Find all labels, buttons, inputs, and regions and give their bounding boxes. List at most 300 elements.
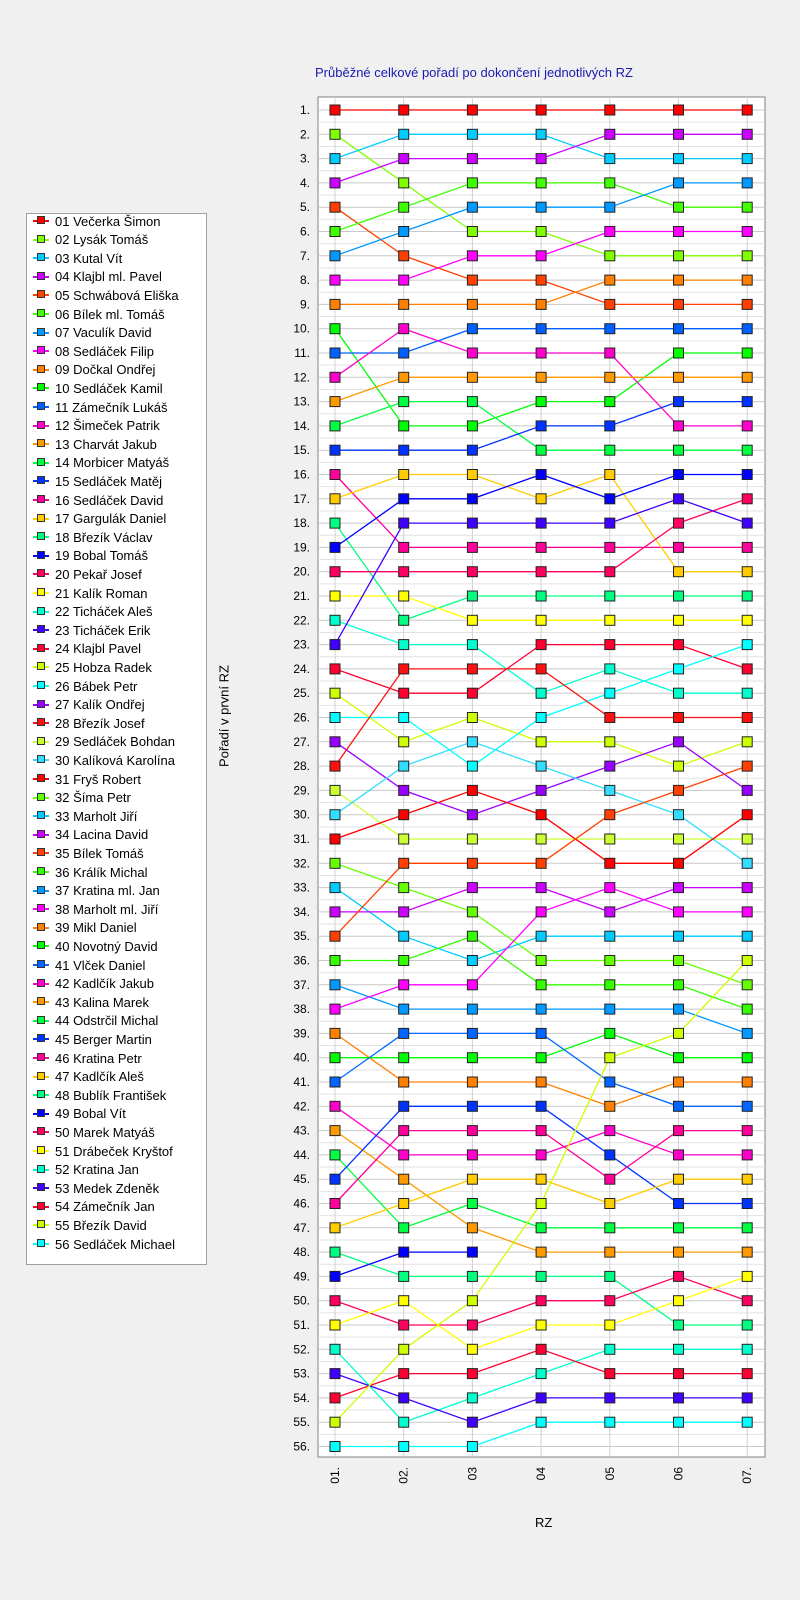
series-point-25 xyxy=(536,737,546,747)
legend-label: 50 Marek Matyáš xyxy=(55,1124,155,1140)
series-point-45 xyxy=(399,1101,409,1111)
legend-item xyxy=(33,826,148,844)
series-point-10 xyxy=(536,397,546,407)
legend-label: 21 Kalík Roman xyxy=(55,585,148,601)
legend-label: 05 Schwábová Eliška xyxy=(55,287,179,303)
series-point-20 xyxy=(742,494,752,504)
series-point-56 xyxy=(605,1417,615,1427)
series-point-42 xyxy=(742,1150,752,1160)
series-point-30 xyxy=(674,810,684,820)
legend-label: 38 Marholt ml. Jiří xyxy=(55,901,159,917)
legend-label: 54 Zámečník Jan xyxy=(55,1199,155,1215)
series-point-56 xyxy=(536,1417,546,1427)
series-point-18 xyxy=(399,615,409,625)
series-point-47 xyxy=(330,1223,340,1233)
series-point-6 xyxy=(605,178,615,188)
series-point-16 xyxy=(742,542,752,552)
x-tick-label: 01. xyxy=(328,1467,342,1484)
series-point-34 xyxy=(330,907,340,917)
series-point-20 xyxy=(605,567,615,577)
series-point-15 xyxy=(467,445,477,455)
series-point-4 xyxy=(536,154,546,164)
legend-label: 23 Ticháček Erik xyxy=(55,622,151,638)
series-point-50 xyxy=(330,1296,340,1306)
legend-swatch xyxy=(33,1001,49,1003)
series-point-41 xyxy=(399,1028,409,1038)
series-point-14 xyxy=(399,397,409,407)
legend-item xyxy=(33,379,163,397)
series-point-3 xyxy=(330,154,340,164)
legend-swatch xyxy=(33,722,49,724)
series-point-6 xyxy=(536,178,546,188)
series-point-19 xyxy=(399,494,409,504)
series-point-11 xyxy=(536,324,546,334)
legend-item xyxy=(33,1179,159,1197)
series-point-11 xyxy=(330,348,340,358)
legend-swatch xyxy=(33,1131,49,1133)
series-point-26 xyxy=(674,664,684,674)
y-tick-label: 32. xyxy=(293,856,310,871)
y-tick-label: 33. xyxy=(293,880,310,895)
series-point-29 xyxy=(399,834,409,844)
legend-item xyxy=(33,863,147,881)
series-point-54 xyxy=(605,1369,615,1379)
legend-swatch xyxy=(33,1094,49,1096)
series-point-31 xyxy=(536,810,546,820)
legend-swatch xyxy=(33,499,49,501)
series-point-45 xyxy=(674,1199,684,1209)
series-point-27 xyxy=(467,810,477,820)
series-point-13 xyxy=(674,372,684,382)
series-point-4 xyxy=(330,178,340,188)
series-point-17 xyxy=(674,567,684,577)
legend-label: 02 Lysák Tomáš xyxy=(55,232,149,248)
legend-item xyxy=(33,807,137,825)
series-point-3 xyxy=(605,154,615,164)
series-point-8 xyxy=(467,251,477,261)
series-point-35 xyxy=(605,810,615,820)
x-tick-label: 04 xyxy=(534,1467,549,1481)
legend-swatch xyxy=(33,462,49,464)
legend-swatch xyxy=(33,1169,49,1171)
legend-label: 31 Fryš Robert xyxy=(55,771,141,787)
series-point-22 xyxy=(674,688,684,698)
y-tick-label: 41. xyxy=(293,1075,310,1089)
legend-label: 56 Sedláček Michael xyxy=(55,1236,175,1252)
legend-item xyxy=(33,1235,175,1253)
y-tick-label: 36. xyxy=(293,953,310,968)
legend-swatch xyxy=(33,759,49,761)
legend-item xyxy=(33,417,160,435)
series-point-48 xyxy=(536,1271,546,1281)
series-point-9 xyxy=(399,299,409,309)
series-point-1 xyxy=(467,105,477,115)
legend-label: 17 Gargulák Daniel xyxy=(55,511,167,527)
y-tick-label: 31. xyxy=(293,832,310,846)
series-point-16 xyxy=(467,542,477,552)
legend-swatch xyxy=(33,592,49,594)
legend-item xyxy=(33,1161,139,1179)
series-point-22 xyxy=(399,640,409,650)
series-point-6 xyxy=(674,202,684,212)
series-point-53 xyxy=(399,1393,409,1403)
y-tick-label: 2. xyxy=(299,127,310,142)
legend-item xyxy=(33,1012,158,1030)
y-tick-label: 46. xyxy=(293,1196,310,1211)
series-point-36 xyxy=(399,956,409,966)
series-point-38 xyxy=(605,883,615,893)
series-point-37 xyxy=(467,1004,477,1014)
series-point-12 xyxy=(674,421,684,431)
legend-label: 06 Bílek ml. Tomáš xyxy=(55,306,165,322)
series-point-16 xyxy=(536,542,546,552)
series-point-46 xyxy=(674,1126,684,1136)
series-point-8 xyxy=(330,275,340,285)
legend-swatch xyxy=(33,220,49,222)
series-point-15 xyxy=(399,445,409,455)
legend-label: 44 Odstrčil Michal xyxy=(55,1013,159,1029)
legend-item xyxy=(33,342,154,360)
series-point-12 xyxy=(467,348,477,358)
legend-label: 33 Marholt Jiří xyxy=(55,808,138,824)
legend-label: 36 Králík Michal xyxy=(55,864,148,880)
series-point-13 xyxy=(605,372,615,382)
y-tick-label: 48. xyxy=(293,1245,310,1260)
series-point-11 xyxy=(742,324,752,334)
series-point-7 xyxy=(605,202,615,212)
series-point-9 xyxy=(742,275,752,285)
series-point-44 xyxy=(605,1223,615,1233)
legend-label: 49 Bobal Vít xyxy=(55,1106,126,1122)
series-point-35 xyxy=(467,858,477,868)
legend-swatch xyxy=(33,1224,49,1226)
series-point-3 xyxy=(674,154,684,164)
series-point-24 xyxy=(742,664,752,674)
series-point-8 xyxy=(742,227,752,237)
series-point-41 xyxy=(536,1028,546,1038)
series-point-51 xyxy=(605,1320,615,1330)
series-point-33 xyxy=(467,956,477,966)
series-point-56 xyxy=(674,1417,684,1427)
series-point-43 xyxy=(536,1247,546,1257)
series-point-37 xyxy=(330,980,340,990)
series-point-40 xyxy=(467,1053,477,1063)
series-point-25 xyxy=(399,737,409,747)
legend-label: 09 Dočkal Ondřej xyxy=(55,362,156,378)
series-point-33 xyxy=(536,931,546,941)
series-point-3 xyxy=(467,129,477,139)
legend-swatch xyxy=(33,257,49,259)
series-point-11 xyxy=(467,324,477,334)
legend-swatch xyxy=(33,852,49,854)
legend-swatch xyxy=(33,332,49,334)
series-point-30 xyxy=(330,810,340,820)
y-tick-label: 9. xyxy=(299,297,310,312)
legend-item xyxy=(33,844,144,862)
series-point-40 xyxy=(399,1053,409,1063)
legend-item xyxy=(33,286,179,304)
legend-item xyxy=(33,249,122,267)
series-point-24 xyxy=(605,640,615,650)
legend-swatch xyxy=(33,1187,49,1189)
legend-label: 35 Bílek Tomáš xyxy=(55,845,144,861)
x-axis-label: RZ xyxy=(535,1515,553,1530)
legend-swatch xyxy=(33,1150,49,1152)
legend-label: 55 Březík David xyxy=(55,1217,147,1233)
series-point-37 xyxy=(605,1004,615,1014)
series-point-40 xyxy=(330,1053,340,1063)
series-point-3 xyxy=(536,129,546,139)
series-point-41 xyxy=(330,1077,340,1087)
y-tick-label: 15. xyxy=(293,443,310,458)
series-point-49 xyxy=(399,1247,409,1257)
legend-swatch xyxy=(33,685,49,687)
series-point-4 xyxy=(605,129,615,139)
series-point-53 xyxy=(536,1393,546,1403)
series-point-6 xyxy=(330,227,340,237)
series-point-51 xyxy=(467,1344,477,1354)
legend-item xyxy=(33,584,148,602)
series-point-32 xyxy=(674,956,684,966)
series-point-55 xyxy=(674,1028,684,1038)
legend-swatch xyxy=(33,741,49,743)
series-point-28 xyxy=(674,713,684,723)
series-point-53 xyxy=(674,1393,684,1403)
legend-label: 37 Kratina ml. Jan xyxy=(55,883,160,899)
series-point-14 xyxy=(605,445,615,455)
series-point-54 xyxy=(467,1369,477,1379)
series-point-34 xyxy=(742,883,752,893)
series-point-5 xyxy=(536,275,546,285)
legend-item xyxy=(33,993,149,1011)
legend-swatch xyxy=(33,1206,49,1208)
series-point-26 xyxy=(536,713,546,723)
legend-item xyxy=(33,361,155,379)
series-point-43 xyxy=(674,1247,684,1257)
series-point-2 xyxy=(536,227,546,237)
series-point-7 xyxy=(742,178,752,188)
series-point-2 xyxy=(330,129,340,139)
series-point-13 xyxy=(330,397,340,407)
series-point-21 xyxy=(742,615,752,625)
series-point-36 xyxy=(536,980,546,990)
legend-label: 13 Charvát Jakub xyxy=(55,436,157,452)
series-point-40 xyxy=(536,1053,546,1063)
series-point-37 xyxy=(742,1028,752,1038)
series-point-38 xyxy=(399,980,409,990)
series-point-39 xyxy=(536,1077,546,1087)
series-point-32 xyxy=(536,956,546,966)
legend-item xyxy=(33,1068,144,1086)
series-point-31 xyxy=(399,810,409,820)
y-axis-label: Pořadí v první RZ xyxy=(216,665,232,767)
series-point-24 xyxy=(467,688,477,698)
series-point-33 xyxy=(605,931,615,941)
series-point-15 xyxy=(674,397,684,407)
legend-swatch xyxy=(33,964,49,966)
series-point-21 xyxy=(536,615,546,625)
series-point-21 xyxy=(674,615,684,625)
series-point-39 xyxy=(742,1077,752,1087)
series-point-25 xyxy=(674,761,684,771)
series-point-38 xyxy=(674,907,684,917)
series-point-56 xyxy=(399,1442,409,1452)
series-point-19 xyxy=(536,470,546,480)
series-point-23 xyxy=(674,494,684,504)
legend-item xyxy=(33,956,145,974)
series-point-44 xyxy=(330,1150,340,1160)
series-point-44 xyxy=(536,1223,546,1233)
series-point-56 xyxy=(742,1417,752,1427)
y-tick-label: 29. xyxy=(293,783,310,798)
series-point-50 xyxy=(399,1320,409,1330)
series-point-41 xyxy=(742,1101,752,1111)
series-point-55 xyxy=(536,1199,546,1209)
series-point-47 xyxy=(674,1174,684,1184)
series-point-52 xyxy=(742,1344,752,1354)
series-point-9 xyxy=(674,275,684,285)
series-point-18 xyxy=(605,591,615,601)
series-point-29 xyxy=(330,785,340,795)
legend-label: 53 Medek Zdeněk xyxy=(55,1180,160,1196)
series-point-51 xyxy=(330,1320,340,1330)
y-tick-label: 50. xyxy=(293,1293,310,1308)
series-point-24 xyxy=(536,640,546,650)
series-point-15 xyxy=(742,397,752,407)
series-point-54 xyxy=(674,1369,684,1379)
series-point-19 xyxy=(742,470,752,480)
series-point-42 xyxy=(536,1150,546,1160)
series-point-47 xyxy=(399,1199,409,1209)
legend-label: 12 Šimeček Patrik xyxy=(55,418,160,434)
series-point-20 xyxy=(330,567,340,577)
legend-swatch xyxy=(33,1057,49,1059)
series-point-22 xyxy=(330,615,340,625)
series-point-15 xyxy=(536,421,546,431)
y-tick-label: 55. xyxy=(293,1415,310,1430)
series-point-5 xyxy=(399,251,409,261)
series-point-53 xyxy=(330,1369,340,1379)
legend-label: 47 Kadlčík Aleš xyxy=(55,1069,144,1085)
series-point-51 xyxy=(742,1271,752,1281)
y-tick-label: 8. xyxy=(299,273,310,288)
series-point-28 xyxy=(399,664,409,674)
series-point-2 xyxy=(399,178,409,188)
legend-item xyxy=(33,677,137,695)
legend-item xyxy=(33,324,152,342)
series-point-41 xyxy=(605,1077,615,1087)
series-point-42 xyxy=(399,1150,409,1160)
series-point-20 xyxy=(674,518,684,528)
y-tick-label: 21. xyxy=(293,589,310,603)
legend-item xyxy=(33,1123,155,1141)
series-point-54 xyxy=(742,1369,752,1379)
legend-swatch xyxy=(33,406,49,408)
series-point-15 xyxy=(605,421,615,431)
series-point-4 xyxy=(399,154,409,164)
y-tick-label: 52. xyxy=(293,1342,310,1357)
series-point-27 xyxy=(399,785,409,795)
series-point-1 xyxy=(605,105,615,115)
series-point-53 xyxy=(467,1417,477,1427)
legend-item xyxy=(33,1198,155,1216)
series-point-44 xyxy=(674,1223,684,1233)
legend-item xyxy=(33,919,137,937)
x-tick-label: 05 xyxy=(602,1467,617,1481)
series-point-30 xyxy=(467,737,477,747)
series-point-27 xyxy=(742,785,752,795)
series-point-34 xyxy=(536,883,546,893)
legend-label: 25 Hobza Radek xyxy=(55,659,152,675)
series-point-3 xyxy=(742,154,752,164)
y-tick-label: 1. xyxy=(299,103,310,117)
legend-swatch xyxy=(33,648,49,650)
legend-item xyxy=(33,1216,147,1234)
series-point-48 xyxy=(330,1247,340,1257)
series-point-46 xyxy=(536,1126,546,1136)
series-point-15 xyxy=(330,445,340,455)
y-tick-label: 43. xyxy=(293,1123,310,1138)
series-point-25 xyxy=(742,737,752,747)
legend-item xyxy=(33,640,141,658)
series-point-9 xyxy=(536,299,546,309)
series-point-47 xyxy=(536,1174,546,1184)
legend-item xyxy=(33,696,145,714)
series-point-52 xyxy=(536,1369,546,1379)
series-point-50 xyxy=(536,1296,546,1306)
series-point-51 xyxy=(399,1296,409,1306)
y-tick-label: 27. xyxy=(293,734,310,749)
series-point-22 xyxy=(742,688,752,698)
series-point-14 xyxy=(536,445,546,455)
series-point-55 xyxy=(742,956,752,966)
legend-swatch xyxy=(33,239,49,241)
series-point-34 xyxy=(399,907,409,917)
series-point-26 xyxy=(467,761,477,771)
series-point-54 xyxy=(536,1344,546,1354)
series-point-18 xyxy=(536,591,546,601)
series-point-49 xyxy=(330,1271,340,1281)
series-point-8 xyxy=(399,275,409,285)
y-tick-label: 20. xyxy=(293,564,310,579)
series-point-55 xyxy=(605,1053,615,1063)
series-point-28 xyxy=(467,664,477,674)
series-point-26 xyxy=(605,688,615,698)
series-point-43 xyxy=(330,1126,340,1136)
y-tick-label: 11. xyxy=(294,346,310,360)
legend-item xyxy=(33,658,152,676)
series-point-50 xyxy=(674,1271,684,1281)
series-point-48 xyxy=(399,1271,409,1281)
y-tick-label: 22. xyxy=(293,613,310,628)
series-point-55 xyxy=(330,1417,340,1427)
series-point-24 xyxy=(674,640,684,650)
legend-item xyxy=(33,1049,142,1067)
legend-label: 29 Sedláček Bohdan xyxy=(55,734,175,750)
legend-item xyxy=(33,510,166,528)
series-point-39 xyxy=(399,1077,409,1087)
legend-label: 43 Kalina Marek xyxy=(55,994,149,1010)
series-point-21 xyxy=(330,591,340,601)
series-point-9 xyxy=(330,299,340,309)
series-point-37 xyxy=(536,1004,546,1014)
series-point-11 xyxy=(674,324,684,334)
series-point-17 xyxy=(742,567,752,577)
legend-swatch xyxy=(33,908,49,910)
series-point-22 xyxy=(536,688,546,698)
series-point-33 xyxy=(399,931,409,941)
series-point-34 xyxy=(467,883,477,893)
